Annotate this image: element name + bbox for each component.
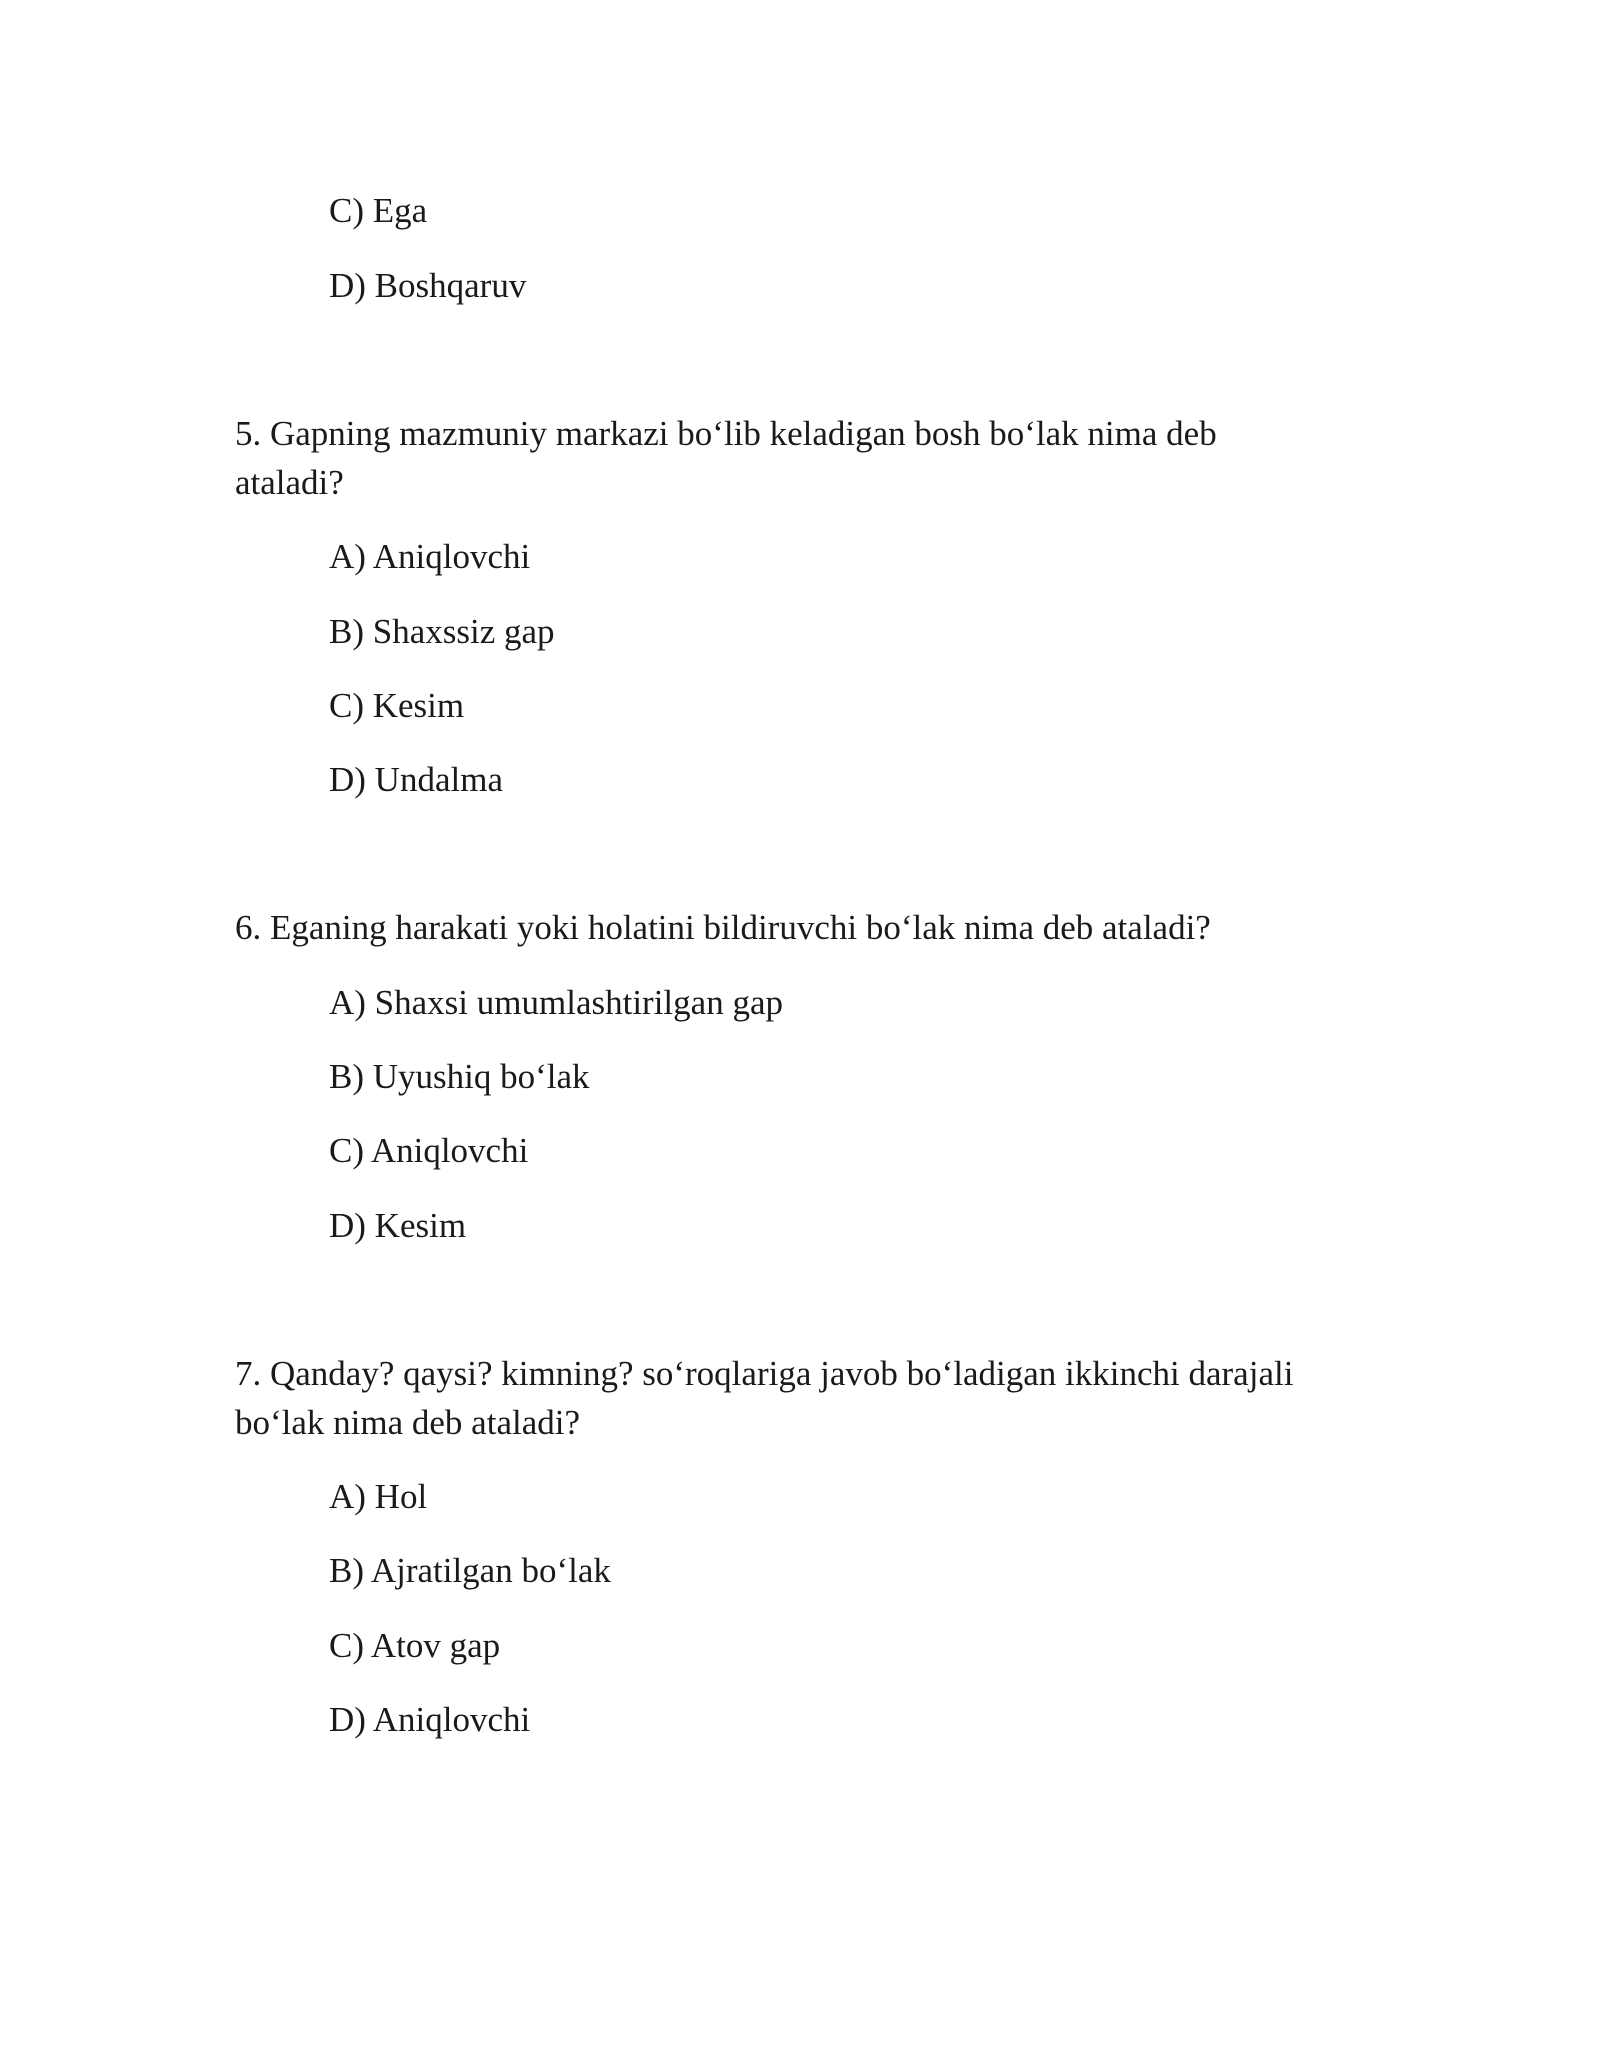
option-d: D) Boshqaruv [329, 266, 527, 305]
option-a: A) Hol [329, 1477, 428, 1516]
question-text: ataladi? [235, 463, 344, 502]
option-a: A) Shaxsi umumlashtirilgan gap [329, 983, 783, 1022]
question-text: bo‘lak nima deb ataladi? [235, 1403, 580, 1442]
question-text: 7. Qanday? qaysi? kimning? so‘roqlariga javob bo‘ladigan ikkinchi darajali [235, 1354, 1294, 1393]
option-d: D) Aniqlovchi [329, 1700, 531, 1739]
option-c: C) Aniqlovchi [329, 1131, 529, 1170]
option-d: D) Kesim [329, 1206, 467, 1245]
option-b: B) Uyushiq bo‘lak [329, 1057, 590, 1096]
option-b: B) Ajratilgan bo‘lak [329, 1551, 611, 1590]
option-a: A) Aniqlovchi [329, 537, 531, 576]
question-text: 5. Gapning mazmuniy markazi bo‘lib keladigan bosh bo‘lak nima deb [235, 414, 1217, 453]
option-c: C) Kesim [329, 686, 465, 725]
option-b: B) Shaxssiz gap [329, 612, 555, 651]
option-d: D) Undalma [329, 760, 503, 799]
question-text: 6. Eganing harakati yoki holatini bildiruvchi bo‘lak nima deb ataladi? [235, 908, 1211, 947]
option-c: C) Ega [329, 191, 428, 230]
option-c: C) Atov gap [329, 1626, 501, 1665]
